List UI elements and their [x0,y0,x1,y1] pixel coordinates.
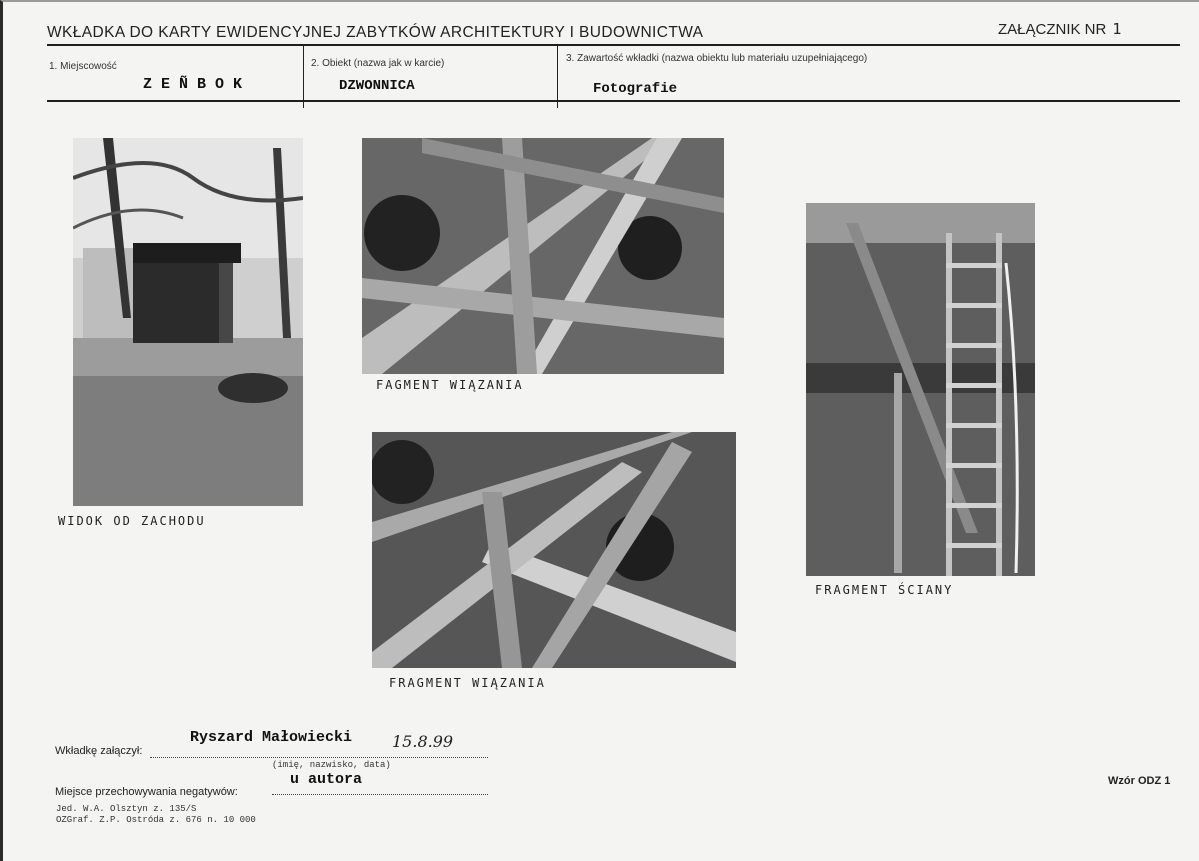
attached-dotline [150,757,488,758]
attached-name: Ryszard Małowiecki [190,729,353,746]
attached-date: 15.8.99 [392,732,454,751]
caption-truss-1: FAGMENT WIĄZANIA [376,378,524,392]
annex-label [998,20,1121,38]
caption-truss-2: FRAGMENT WIĄZANIA [389,676,546,690]
content-value: Fotografie [593,81,678,97]
annex-number: 1 [1112,20,1122,38]
field-divider-2 [557,46,558,108]
caption-belfry-exterior: WIDOK OD ZACHODU [58,514,206,528]
photo-wall-ladder [806,203,1035,576]
place-value: Z E Ñ B O K [143,76,243,93]
header-rule-bottom [47,100,1180,102]
belfry-exterior-image [73,138,303,506]
caption-wall-ladder: FRAGMENT ŚCIANY [815,583,954,597]
negatives-dotline [272,794,488,795]
wall-ladder-image [806,203,1035,576]
print-line-1: Jed. W.A. Olsztyn z. 135/S [56,804,197,814]
photo-truss-2 [372,432,736,668]
attached-hint: (imię, nazwisko, data) [272,760,391,770]
object-label: 2. Obiekt (nazwa jak w karcie) [311,58,445,69]
negatives-value: u autora [290,771,363,788]
field-divider-1 [303,46,304,108]
photo-belfry-exterior [73,138,303,506]
form-title: WKŁADKA DO KARTY EWIDENCYJNEJ ZABYTKÓW ARCHITEKTURY I BUDOWNICTWA [47,24,704,41]
print-line-2: OZGraf. Z.P. Ostróda z. 676 n. 10 000 [56,815,256,825]
negatives-label: Miejsce przechowywania negatywów: [55,786,238,798]
content-label: 3. Zawartość wkładki (nazwa obiektu lub materiału uzupełniającego) [566,53,868,64]
place-label: 1. Miejscowość [49,61,117,72]
attached-label: Wkładkę załączył: [55,745,143,757]
photo-truss-1 [362,138,724,374]
form-id: Wzór ODZ 1 [1108,775,1171,787]
annex-label-text: ZAŁĄCZNIK NR [998,21,1107,38]
header-rule-top [47,44,1180,46]
truss-2-image [372,432,736,668]
object-value: DZWONNICA [339,78,415,94]
truss-1-image [362,138,724,374]
